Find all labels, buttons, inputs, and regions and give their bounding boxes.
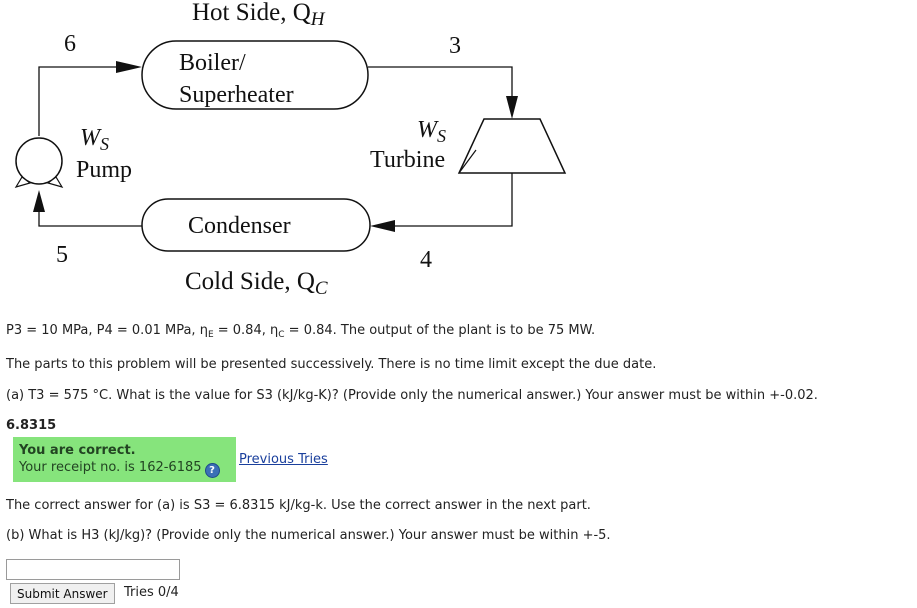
state-6-label: 6 <box>64 31 76 57</box>
pump-label: Pump <box>76 157 133 183</box>
state-5-label: 5 <box>56 242 68 268</box>
state-4-label: 4 <box>420 247 432 273</box>
boiler-label-line1: Boiler/ <box>179 50 246 76</box>
answer-input[interactable] <box>6 559 180 580</box>
state-3-label: 3 <box>449 33 461 59</box>
submit-answer-button[interactable]: Submit Answer <box>10 583 115 604</box>
correct-feedback-box <box>13 437 236 482</box>
part-a-question: (a) T3 = 575 °C. What is the value for S3 (kJ/kg-K)? (Provide only the numerical answer.) Your answer must be within +-0.02. <box>6 388 818 403</box>
arrow-into-boiler <box>116 61 142 73</box>
arrow-into-condenser <box>370 220 395 232</box>
feedback-receipt <box>19 460 220 478</box>
receipt-text: Your receipt no. is 162-6185 <box>19 460 202 475</box>
arrow-into-pump <box>33 190 45 212</box>
arrow-into-turbine <box>506 96 518 119</box>
turbine-work-label: WS <box>417 117 446 146</box>
line-boiler-to-turbine <box>368 67 512 100</box>
tries-counter: Tries 0/4 <box>124 585 179 600</box>
pump-work-label: WS <box>80 125 109 154</box>
problem-intro: The parts to this problem will be presented successively. There is no time limit except the due date. <box>6 357 657 372</box>
pump-icon <box>16 138 62 187</box>
previous-tries-link[interactable]: Previous Tries <box>239 452 328 467</box>
part-b-question: (b) What is H3 (kJ/kg)? (Provide only the numerical answer.) Your answer must be within +-5. <box>6 528 611 543</box>
feedback-title: You are correct. <box>19 443 136 458</box>
line-condenser-to-pump <box>39 210 142 226</box>
correct-answer-note: The correct answer for (a) is S3 = 6.8315 kJ/kg-k. Use the correct answer in the next part. <box>6 498 591 513</box>
boiler-label-line2: Superheater <box>179 82 294 108</box>
given-conditions: P3 = 10 MPa, P4 = 0.01 MPa, $\eta_E = 0.84$, $\eta_C = 0.84$. The output of the plant is to be 75 MW. <box>6 323 596 340</box>
condenser-label: Condenser <box>188 213 291 239</box>
cold-side-label: Cold Side, QC <box>185 268 328 299</box>
hot-side-label: Hot Side, QH <box>192 0 325 30</box>
turbine-label: Turbine <box>370 147 446 173</box>
line-pump-to-boiler <box>39 67 118 136</box>
help-icon[interactable]: ? <box>205 463 220 478</box>
turbine-shape <box>459 119 565 173</box>
line-turbine-to-condenser <box>395 173 512 226</box>
part-a-submitted-answer: 6.8315 <box>6 418 57 433</box>
